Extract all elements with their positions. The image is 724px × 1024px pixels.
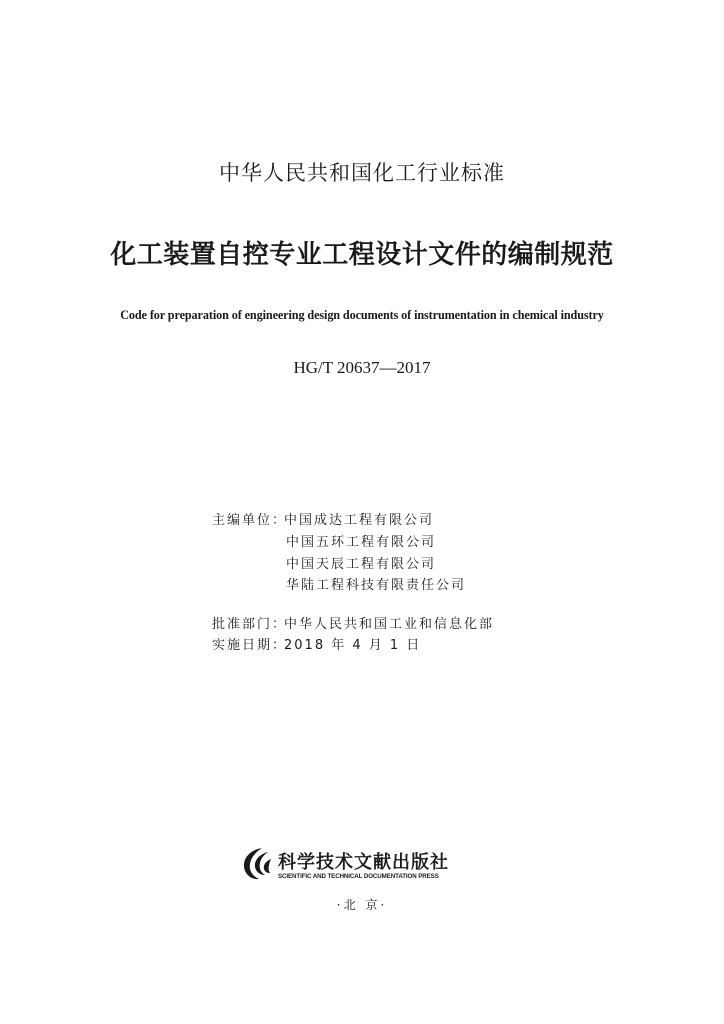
publisher-logo — [240, 846, 480, 886]
editor-unit: 中国天辰工程有限公司 — [286, 557, 437, 572]
effective-date-label: 实施日期： — [212, 638, 288, 653]
approval-row — [212, 614, 494, 636]
publisher-logo-icon — [240, 846, 274, 882]
standard-code: HG/T 20637—2017 — [293, 358, 431, 377]
editor-unit: 华陆工程科技有限责任公司 — [286, 578, 467, 593]
approval-value: 中华人民共和国工业和信息化部 — [284, 617, 495, 632]
editor-label: 主编单位： — [212, 513, 288, 528]
publisher-name-cn: 科学技术文献出版社 — [278, 852, 449, 873]
publisher-city: ·北 京· — [336, 898, 388, 912]
effective-date-value: 2018 年 4 月 1 日 — [284, 638, 422, 653]
english-title: Code for preparation of engineering design documents of instrumentation in chemical industry — [120, 308, 604, 322]
editor-row — [212, 510, 434, 532]
editor-row — [286, 554, 436, 576]
series-title: 中华人民共和国化工行业标准 — [219, 161, 505, 185]
effective-date-row — [212, 635, 421, 657]
editor-row — [286, 575, 466, 597]
editor-unit: 中国成达工程有限公司 — [284, 513, 435, 528]
editor-row — [286, 532, 436, 554]
editor-unit: 中国五环工程有限公司 — [286, 535, 437, 550]
main-title: 化工装置自控专业工程设计文件的编制规范 — [110, 240, 614, 270]
publisher-name-en: SCIENTIFIC AND TECHNICAL DOCUMENTATION PRESS — [278, 873, 439, 880]
approval-label: 批准部门： — [212, 617, 288, 632]
